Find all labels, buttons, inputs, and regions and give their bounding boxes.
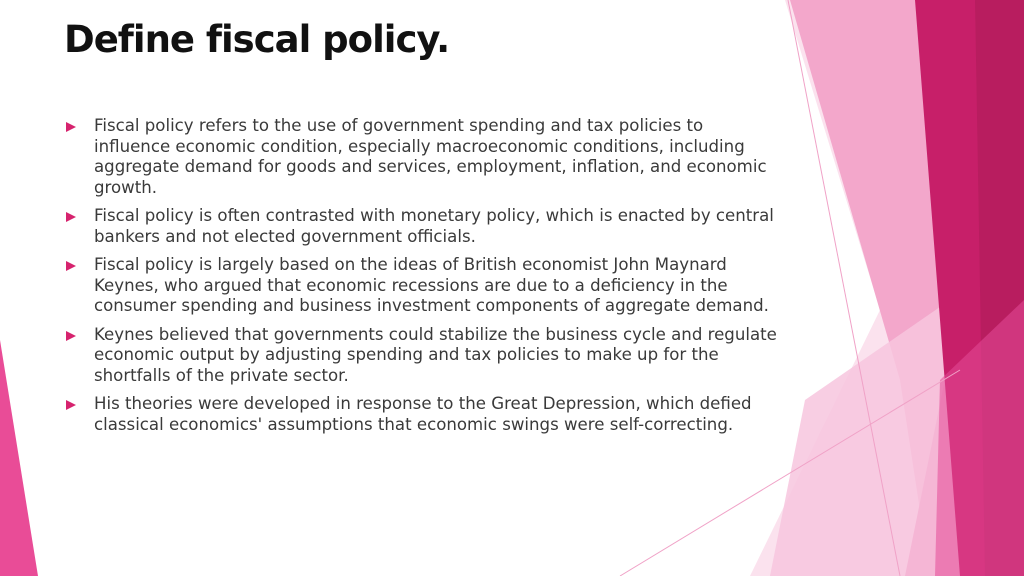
left-edge-sliver: [0, 340, 38, 576]
bullet-item: [64, 116, 784, 198]
bullet-text: Fiscal policy refers to the use of government spending and tax policies to influence economic condition, especially macroeconomic conditions, including aggregate demand for goods and services, employment, inflation, and economic growth.: [94, 116, 767, 197]
bullet-text: Fiscal policy is often contrasted with monetary policy, which is enacted by central bankers and not elected government officials.: [94, 206, 774, 246]
bullet-text: Keynes believed that governments could stabilize the business cycle and regulate economic output by adjusting spending and tax policies to make up for the shortfalls of the private sector.: [94, 324, 777, 385]
triangle-right-icon: [66, 212, 76, 222]
bullet-item: [64, 394, 784, 435]
triangle-right-icon: [66, 122, 76, 132]
bullet-text: Fiscal policy is largely based on the ideas of British economist John Maynard Keynes, who argued that economic recessions are due to a deficiency in the consumer spending and business investment components of aggregate demand.: [94, 255, 769, 315]
slide-title: Define fiscal policy.: [64, 18, 450, 61]
triangle-right-icon: [66, 331, 76, 341]
bullet-text: His theories were developed in response to the Great Depression, which defied classical economics' assumptions that economic swings were self-correcting.: [94, 394, 752, 434]
triangle-right-icon: [66, 400, 76, 410]
bullet-list: [64, 116, 784, 443]
bullet-item: [64, 255, 784, 317]
bullet-item: [64, 206, 784, 247]
bullet-item: [64, 325, 784, 387]
triangle-right-icon: [66, 261, 76, 271]
